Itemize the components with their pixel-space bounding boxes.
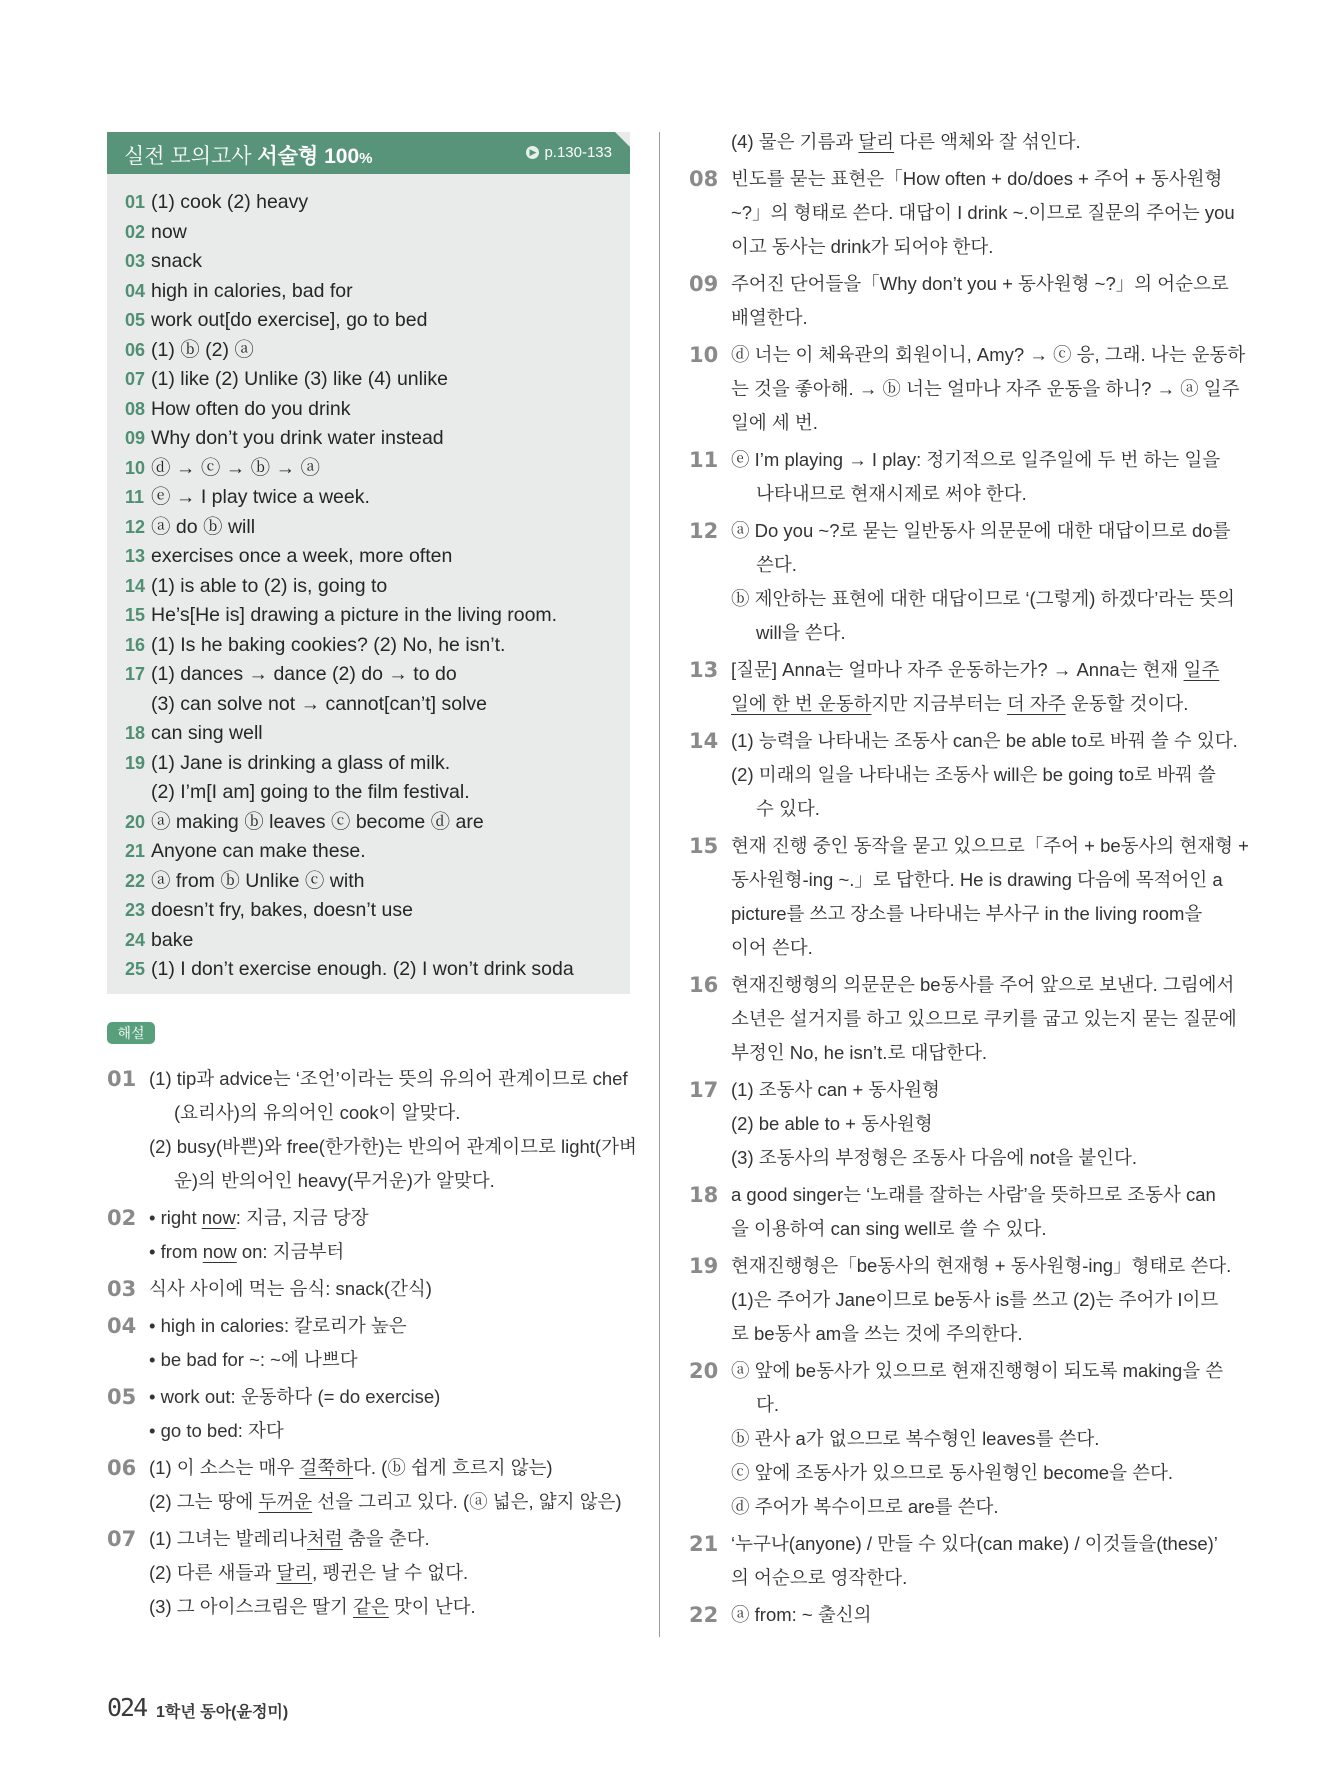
answer-text: ⓓ → ⓒ → ⓑ → ⓐ bbox=[151, 456, 321, 479]
answer-text: (1) I don’t exercise enough. (2) I won’t drink soda bbox=[151, 958, 574, 980]
explanation-line: 빈도를 묻는 표현은「How often + do/does + 주어 + 동사원형 bbox=[731, 168, 1223, 189]
answer-text: exercises once a week, more often bbox=[151, 545, 453, 567]
answer-number: 22 bbox=[125, 870, 146, 891]
answer-text: now bbox=[151, 220, 187, 243]
explanation-number: 05 bbox=[107, 1385, 137, 1409]
underlined-text: 두꺼운 bbox=[258, 1491, 313, 1512]
answer-number: 25 bbox=[125, 959, 146, 979]
answer-number: 23 bbox=[125, 900, 146, 920]
answer-number: 24 bbox=[125, 929, 146, 950]
text: 춤을 춘다. bbox=[342, 1528, 430, 1549]
explanation-line: • go to bed: 자다 bbox=[149, 1420, 284, 1441]
explanation-line: (2) be able to + 동사원형 bbox=[731, 1113, 933, 1134]
explanation-number: 02 bbox=[107, 1206, 137, 1230]
explanation-line: 주어진 단어들을「Why don’t you + 동사원형 ~?」의 어순으로 bbox=[731, 273, 1229, 294]
answer-text: doesn’t fry, bakes, doesn’t use bbox=[151, 899, 413, 921]
explanation-number: 19 bbox=[689, 1254, 719, 1278]
answer-number: 09 bbox=[125, 428, 146, 448]
explanation-badge: 해설 bbox=[107, 1022, 155, 1044]
answer-text: ⓐ do ⓑ will bbox=[151, 515, 256, 538]
underlined-text: 달리 bbox=[276, 1562, 313, 1583]
answer-item-04 bbox=[125, 277, 625, 307]
answer-number: 06 bbox=[125, 339, 146, 360]
explanation-line: • be bad for ~: ~에 나쁘다 bbox=[149, 1349, 358, 1370]
explanation-line: 부정인 No, he isn’t.로 대답한다. bbox=[731, 1042, 988, 1063]
explanation-number: 01 bbox=[107, 1067, 137, 1091]
explanation-line: 식사 사이에 먹는 음식: snack(간식) bbox=[149, 1278, 432, 1299]
explanation-10 bbox=[689, 338, 1246, 440]
title-strong: 서술형 100 bbox=[257, 145, 360, 168]
explanation-line: 동사원형-ing ~.」로 답한다. He is drawing 다음에 목적어인 a bbox=[731, 869, 1223, 890]
explanation-line: (1) tip과 advice는 ‘조언’이라는 뜻의 유의어 관계이므로 chef bbox=[149, 1068, 628, 1089]
explanation-line: ⓒ 앞에 조동사가 있으므로 동사원형인 become을 쓴다. bbox=[731, 1462, 1173, 1483]
explanation-number: 03 bbox=[107, 1277, 137, 1301]
explanation-line bbox=[149, 1556, 635, 1590]
explanation-number: 10 bbox=[689, 343, 719, 367]
answer-text: (1) Is he baking cookies? (2) No, he isn’t. bbox=[151, 633, 506, 656]
text: • from bbox=[149, 1241, 203, 1262]
title-main: 실전 모의고사 bbox=[124, 145, 258, 168]
explanation-line: 배열한다. bbox=[731, 307, 808, 328]
answer-text: (1) ⓑ (2) ⓐ bbox=[151, 338, 254, 361]
explanation-number: 12 bbox=[689, 519, 719, 543]
answer-text: can sing well bbox=[151, 722, 263, 744]
answer-item-11 bbox=[125, 483, 625, 513]
text: (2) 그는 땅에 bbox=[149, 1491, 259, 1512]
text: • right bbox=[149, 1207, 202, 1228]
explanation-number: 17 bbox=[689, 1078, 719, 1102]
answer-text: How often do you drink bbox=[151, 397, 351, 420]
explanation-number: 22 bbox=[689, 1603, 719, 1627]
explanation-14 bbox=[689, 724, 1238, 826]
answer-number: 14 bbox=[125, 575, 146, 596]
answer-number: 15 bbox=[125, 605, 146, 625]
answer-item-15 bbox=[125, 601, 625, 631]
explanation-line: ~?」의 형태로 쓴다. 대답이 I drink ~.이므로 질문의 주어는 you bbox=[731, 202, 1235, 223]
explanation-line: (1) 능력을 나타내는 조동사 can은 be able to로 바꿔 쓸 수 있다. bbox=[731, 730, 1238, 751]
explanation-number: 11 bbox=[689, 448, 719, 472]
footer-title: 1학년 동아(윤정미) bbox=[156, 1704, 289, 1721]
explanation-20 bbox=[689, 1354, 1224, 1524]
answer-number: 01 bbox=[125, 192, 146, 212]
text: 운동할 것이다. bbox=[1065, 693, 1189, 714]
explanation-line: 쓴다. bbox=[756, 554, 797, 575]
explanation-line: 이고 동사는 drink가 되어야 한다. bbox=[731, 236, 994, 257]
explanation-line bbox=[731, 125, 1217, 159]
text: (1) 이 소스는 매우 bbox=[149, 1457, 300, 1478]
underlined-text: 더 자주 bbox=[1006, 693, 1066, 714]
page-number: 024 bbox=[107, 1693, 147, 1722]
underlined-text: now bbox=[201, 1207, 236, 1228]
answer-text: He’s[He is] drawing a picture in the living room. bbox=[151, 604, 558, 626]
answer-box-title bbox=[124, 140, 372, 170]
explanation-number: 15 bbox=[689, 834, 719, 858]
text: : 지금, 지금 당장 bbox=[235, 1207, 369, 1228]
text: (3) 그 아이스크림은 딸기 bbox=[149, 1596, 354, 1617]
explanation-line: ⓓ 너는 이 체육관의 회원이니, Amy? → ⓒ 응, 그래. 나는 운동하 bbox=[731, 344, 1246, 365]
explanation-line: (요리사)의 유의어인 cook이 알맞다. bbox=[174, 1102, 461, 1123]
explanation-number: 14 bbox=[689, 729, 719, 753]
explanation-line: 일에 세 번. bbox=[731, 412, 818, 433]
explanation-number: 06 bbox=[107, 1456, 137, 1480]
answer-list bbox=[125, 188, 625, 985]
answer-item-24 bbox=[125, 926, 625, 956]
answer-item-18 bbox=[125, 719, 625, 749]
explanation-line: 로 be동사 am을 쓰는 것에 주의한다. bbox=[731, 1323, 1023, 1344]
explanation-15 bbox=[689, 829, 1249, 965]
explanation-18 bbox=[689, 1178, 1217, 1246]
explanation-line: 이어 쓴다. bbox=[731, 937, 813, 958]
underlined-text: 일주 bbox=[1183, 659, 1220, 680]
explanation-line: ⓓ 주어가 복수이므로 are를 쓴다. bbox=[731, 1496, 999, 1517]
underlined-text: 일에 한 번 운동하 bbox=[731, 693, 872, 714]
explanation-line bbox=[731, 687, 1219, 721]
answer-item-02 bbox=[125, 218, 625, 248]
explanation-line: (1) 조동사 can + 동사원형 bbox=[731, 1079, 940, 1100]
answer-number: 04 bbox=[125, 280, 146, 301]
explanation-line bbox=[149, 1522, 635, 1556]
explanation-line: (3) 조동사의 부정형은 조동사 다음에 not을 붙인다. bbox=[731, 1147, 1137, 1168]
answer-item-25 bbox=[125, 955, 625, 985]
explanation-11 bbox=[689, 443, 1221, 511]
explanation-line: 소년은 설거지를 하고 있으므로 쿠키를 굽고 있는지 묻는 질문에 bbox=[731, 1008, 1237, 1029]
explanation-line: ‘누구나(anyone) / 만들 수 있다(can make) / 이것들을(these)’ bbox=[731, 1533, 1218, 1554]
answer-text: (1) is able to (2) is, going to bbox=[151, 574, 388, 597]
explanation-line: ⓐ from: ~ 출신의 bbox=[731, 1604, 872, 1625]
answer-text: (1) Jane is drinking a glass of milk. bbox=[151, 751, 451, 774]
explanation-line bbox=[149, 1485, 635, 1519]
answer-item-14 bbox=[125, 572, 625, 602]
answer-text: Anyone can make these. bbox=[151, 840, 366, 862]
arrow-right-circle-icon: ▶ bbox=[526, 146, 539, 159]
answer-text: snack bbox=[151, 250, 202, 272]
answer-number: 02 bbox=[125, 221, 146, 242]
answer-item-13 bbox=[125, 542, 625, 572]
answer-number: 12 bbox=[125, 516, 146, 537]
answer-item-23 bbox=[125, 896, 625, 926]
explanation-07 bbox=[107, 1522, 635, 1624]
title-percent: % bbox=[359, 150, 373, 167]
text: on: 지금부터 bbox=[236, 1241, 345, 1262]
answer-text: Why don’t you drink water instead bbox=[151, 427, 444, 449]
explanation-line: 운)의 반의어인 heavy(무거운)가 알맞다. bbox=[174, 1170, 495, 1191]
answer-text: ⓔ → I play twice a week. bbox=[151, 486, 370, 508]
answer-item-19 bbox=[125, 749, 625, 779]
answer-item-05 bbox=[125, 306, 625, 336]
explanation-line bbox=[149, 1590, 635, 1624]
text: 지만 지금부터는 bbox=[871, 693, 1007, 714]
answer-text: work out[do exercise], go to bed bbox=[151, 309, 428, 331]
page-reference bbox=[526, 144, 612, 161]
explanation-05 bbox=[107, 1380, 635, 1448]
explanation-line bbox=[149, 1235, 635, 1269]
answer-box bbox=[107, 132, 630, 994]
answer-text: (1) like (2) Unlike (3) like (4) unlike bbox=[151, 368, 448, 390]
explanation-12 bbox=[689, 514, 1235, 650]
explanation-line: • work out: 운동하다 (= do exercise) bbox=[149, 1386, 441, 1407]
answer-text: (1) cook (2) heavy bbox=[151, 191, 309, 213]
text: , 펭귄은 날 수 없다. bbox=[312, 1562, 469, 1583]
text: 선을 그리고 있다. (ⓐ 넓은, 얇지 않은) bbox=[312, 1491, 622, 1512]
answer-item-08 bbox=[125, 395, 625, 425]
explanation-08 bbox=[689, 162, 1235, 264]
explanation-number: 09 bbox=[689, 272, 719, 296]
explanation-line bbox=[149, 1201, 635, 1235]
answer-number: 21 bbox=[125, 841, 146, 861]
answer-number: 03 bbox=[125, 251, 146, 271]
explanations-right-column bbox=[689, 125, 1249, 1635]
page-reference-text: p.130-133 bbox=[544, 144, 612, 161]
column-divider bbox=[659, 132, 660, 1637]
answer-text: (1) dances → dance (2) do → to do bbox=[151, 663, 457, 685]
answer-item-21 bbox=[125, 837, 625, 867]
explanation-line: ⓐ Do you ~?로 묻는 일반동사 의문문에 대한 대답이므로 do를 bbox=[731, 520, 1231, 541]
answer-text-continued: (3) can solve not → cannot[can’t] solve bbox=[151, 692, 488, 715]
explanation-line: (1)은 주어가 Jane이므로 be동사 is를 쓰고 (2)는 주어가 I이므 bbox=[731, 1289, 1219, 1310]
answer-number: 20 bbox=[125, 811, 146, 832]
explanation-number: 08 bbox=[689, 167, 719, 191]
explanation-number: 21 bbox=[689, 1532, 719, 1556]
explanation-16 bbox=[689, 968, 1237, 1070]
explanation-19 bbox=[689, 1249, 1232, 1351]
explanation-number: 13 bbox=[689, 658, 719, 682]
explanation-line: 다. bbox=[756, 1394, 780, 1415]
text: 맛이 난다. bbox=[388, 1596, 476, 1617]
answer-number: 11 bbox=[125, 487, 145, 507]
explanations-left-column bbox=[107, 1062, 635, 1627]
explanation-21 bbox=[689, 1527, 1217, 1595]
answer-text: ⓐ from ⓑ Unlike ⓒ with bbox=[151, 869, 365, 892]
explanation-17 bbox=[689, 1073, 1217, 1175]
answer-item-10 bbox=[125, 454, 625, 484]
answer-number: 07 bbox=[125, 369, 146, 389]
underlined-text: 달리 bbox=[858, 131, 895, 152]
explanation-line: will을 쓴다. bbox=[756, 622, 846, 643]
explanation-line: a good singer는 ‘노래를 잘하는 사람’을 뜻하므로 조동사 can bbox=[731, 1184, 1216, 1205]
answer-item-09 bbox=[125, 424, 625, 454]
text: 다른 액체와 잘 섞인다. bbox=[894, 131, 1081, 152]
explanation-01 bbox=[107, 1062, 635, 1198]
explanation-22 bbox=[689, 1598, 1217, 1632]
explanation-line: (2) busy(바쁜)와 free(한가한)는 반의어 관계이므로 light(가벼 bbox=[149, 1136, 637, 1157]
explanation-09 bbox=[689, 267, 1229, 335]
answer-text-continued: (2) I’m[I am] going to the film festival. bbox=[151, 781, 470, 803]
answer-text: ⓐ making ⓑ leaves ⓒ become ⓓ are bbox=[151, 810, 484, 833]
explanation-line: ⓑ 제안하는 표현에 대한 대답이므로 ‘(그렇게) 하겠다’라는 뜻의 bbox=[731, 588, 1235, 609]
answer-item-07 bbox=[125, 365, 625, 395]
answer-item-12 bbox=[125, 513, 625, 543]
text: (1) 그녀는 발레리나 bbox=[149, 1528, 307, 1549]
explanation-06 bbox=[107, 1451, 635, 1519]
explanation-line: 수 있다. bbox=[756, 798, 820, 819]
explanation-line: ⓔ I’m playing → I play: 정기적으로 일주일에 두 번 하는 일을 bbox=[731, 449, 1221, 470]
explanation-line: 현재진행형의 의문문은 be동사를 주어 앞으로 보낸다. 그림에서 bbox=[731, 974, 1235, 995]
answer-number: 13 bbox=[125, 546, 146, 566]
explanation-line: • high in calories: 칼로리가 높은 bbox=[149, 1315, 407, 1336]
answer-number: 19 bbox=[125, 752, 146, 773]
explanation-line: ⓐ 앞에 be동사가 있으므로 현재진행형이 되도록 making을 쓴 bbox=[731, 1360, 1224, 1381]
underlined-text: 걸쭉하 bbox=[299, 1457, 354, 1478]
answer-number: 17 bbox=[125, 664, 146, 684]
answer-number: 10 bbox=[125, 457, 146, 478]
underlined-text: 처럼 bbox=[307, 1528, 343, 1549]
answer-text: high in calories, bad for bbox=[151, 279, 353, 302]
underlined-text: 같은 bbox=[353, 1596, 389, 1617]
answer-text: bake bbox=[151, 928, 194, 951]
explanation-line: 의 어순으로 영작한다. bbox=[731, 1567, 908, 1588]
answer-number: 05 bbox=[125, 310, 146, 330]
explanation-number: 20 bbox=[689, 1359, 719, 1383]
underlined-text: now bbox=[202, 1241, 237, 1262]
explanation-line bbox=[149, 1451, 635, 1485]
explanation-line: 현재진행형은「be동사의 현재형 + 동사원형-ing」형태로 쓴다. bbox=[731, 1255, 1232, 1276]
text: 다. (ⓑ 쉽게 흐르지 않는) bbox=[353, 1457, 553, 1478]
explanation-number: 07 bbox=[107, 1527, 137, 1551]
text: (4) 물은 기름과 bbox=[731, 131, 859, 152]
answer-number: 18 bbox=[125, 723, 146, 743]
answer-item-16 bbox=[125, 631, 625, 661]
explanation-line: 는 것을 좋아해. → ⓑ 너는 얼마나 자주 운동을 하니? → ⓐ 일주 bbox=[731, 378, 1240, 399]
explanation-07-continued bbox=[689, 125, 1217, 159]
answer-item-01 bbox=[125, 188, 625, 218]
explanation-line: 나타내므로 현재시제로 써야 한다. bbox=[756, 483, 1027, 504]
explanation-line: 현재 진행 중인 동작을 묻고 있으므로「주어 + be동사의 현재형 + bbox=[731, 835, 1249, 856]
text: (2) 다른 새들과 bbox=[149, 1562, 277, 1583]
explanation-number: 16 bbox=[689, 973, 719, 997]
explanation-03 bbox=[107, 1272, 635, 1306]
explanation-line: 을 이용하여 can sing well로 쓸 수 있다. bbox=[731, 1218, 1047, 1239]
explanation-line bbox=[731, 653, 1219, 687]
explanation-line: picture를 쓰고 장소를 나타내는 부사구 in the living room을 bbox=[731, 903, 1203, 924]
text: [질문] Anna는 얼마나 자주 운동하는가? → Anna는 현재 bbox=[731, 659, 1184, 680]
explanation-number: 18 bbox=[689, 1183, 719, 1207]
answer-item-03 bbox=[125, 247, 625, 277]
answer-item-06 bbox=[125, 336, 625, 366]
explanation-13 bbox=[689, 653, 1220, 721]
answer-number: 16 bbox=[125, 634, 146, 655]
answer-item-17 bbox=[125, 660, 625, 690]
answer-number: 08 bbox=[125, 398, 146, 419]
answer-item-22 bbox=[125, 867, 625, 897]
explanation-number: 04 bbox=[107, 1314, 137, 1338]
explanation-line: ⓑ 관사 a가 없으므로 복수형인 leaves를 쓴다. bbox=[731, 1428, 1100, 1449]
explanation-line: (2) 미래의 일을 나타내는 조동사 will은 be going to로 바꿔 쓸 bbox=[731, 764, 1216, 785]
explanation-02 bbox=[107, 1201, 635, 1269]
explanation-04 bbox=[107, 1309, 635, 1377]
answer-item-20 bbox=[125, 808, 625, 838]
